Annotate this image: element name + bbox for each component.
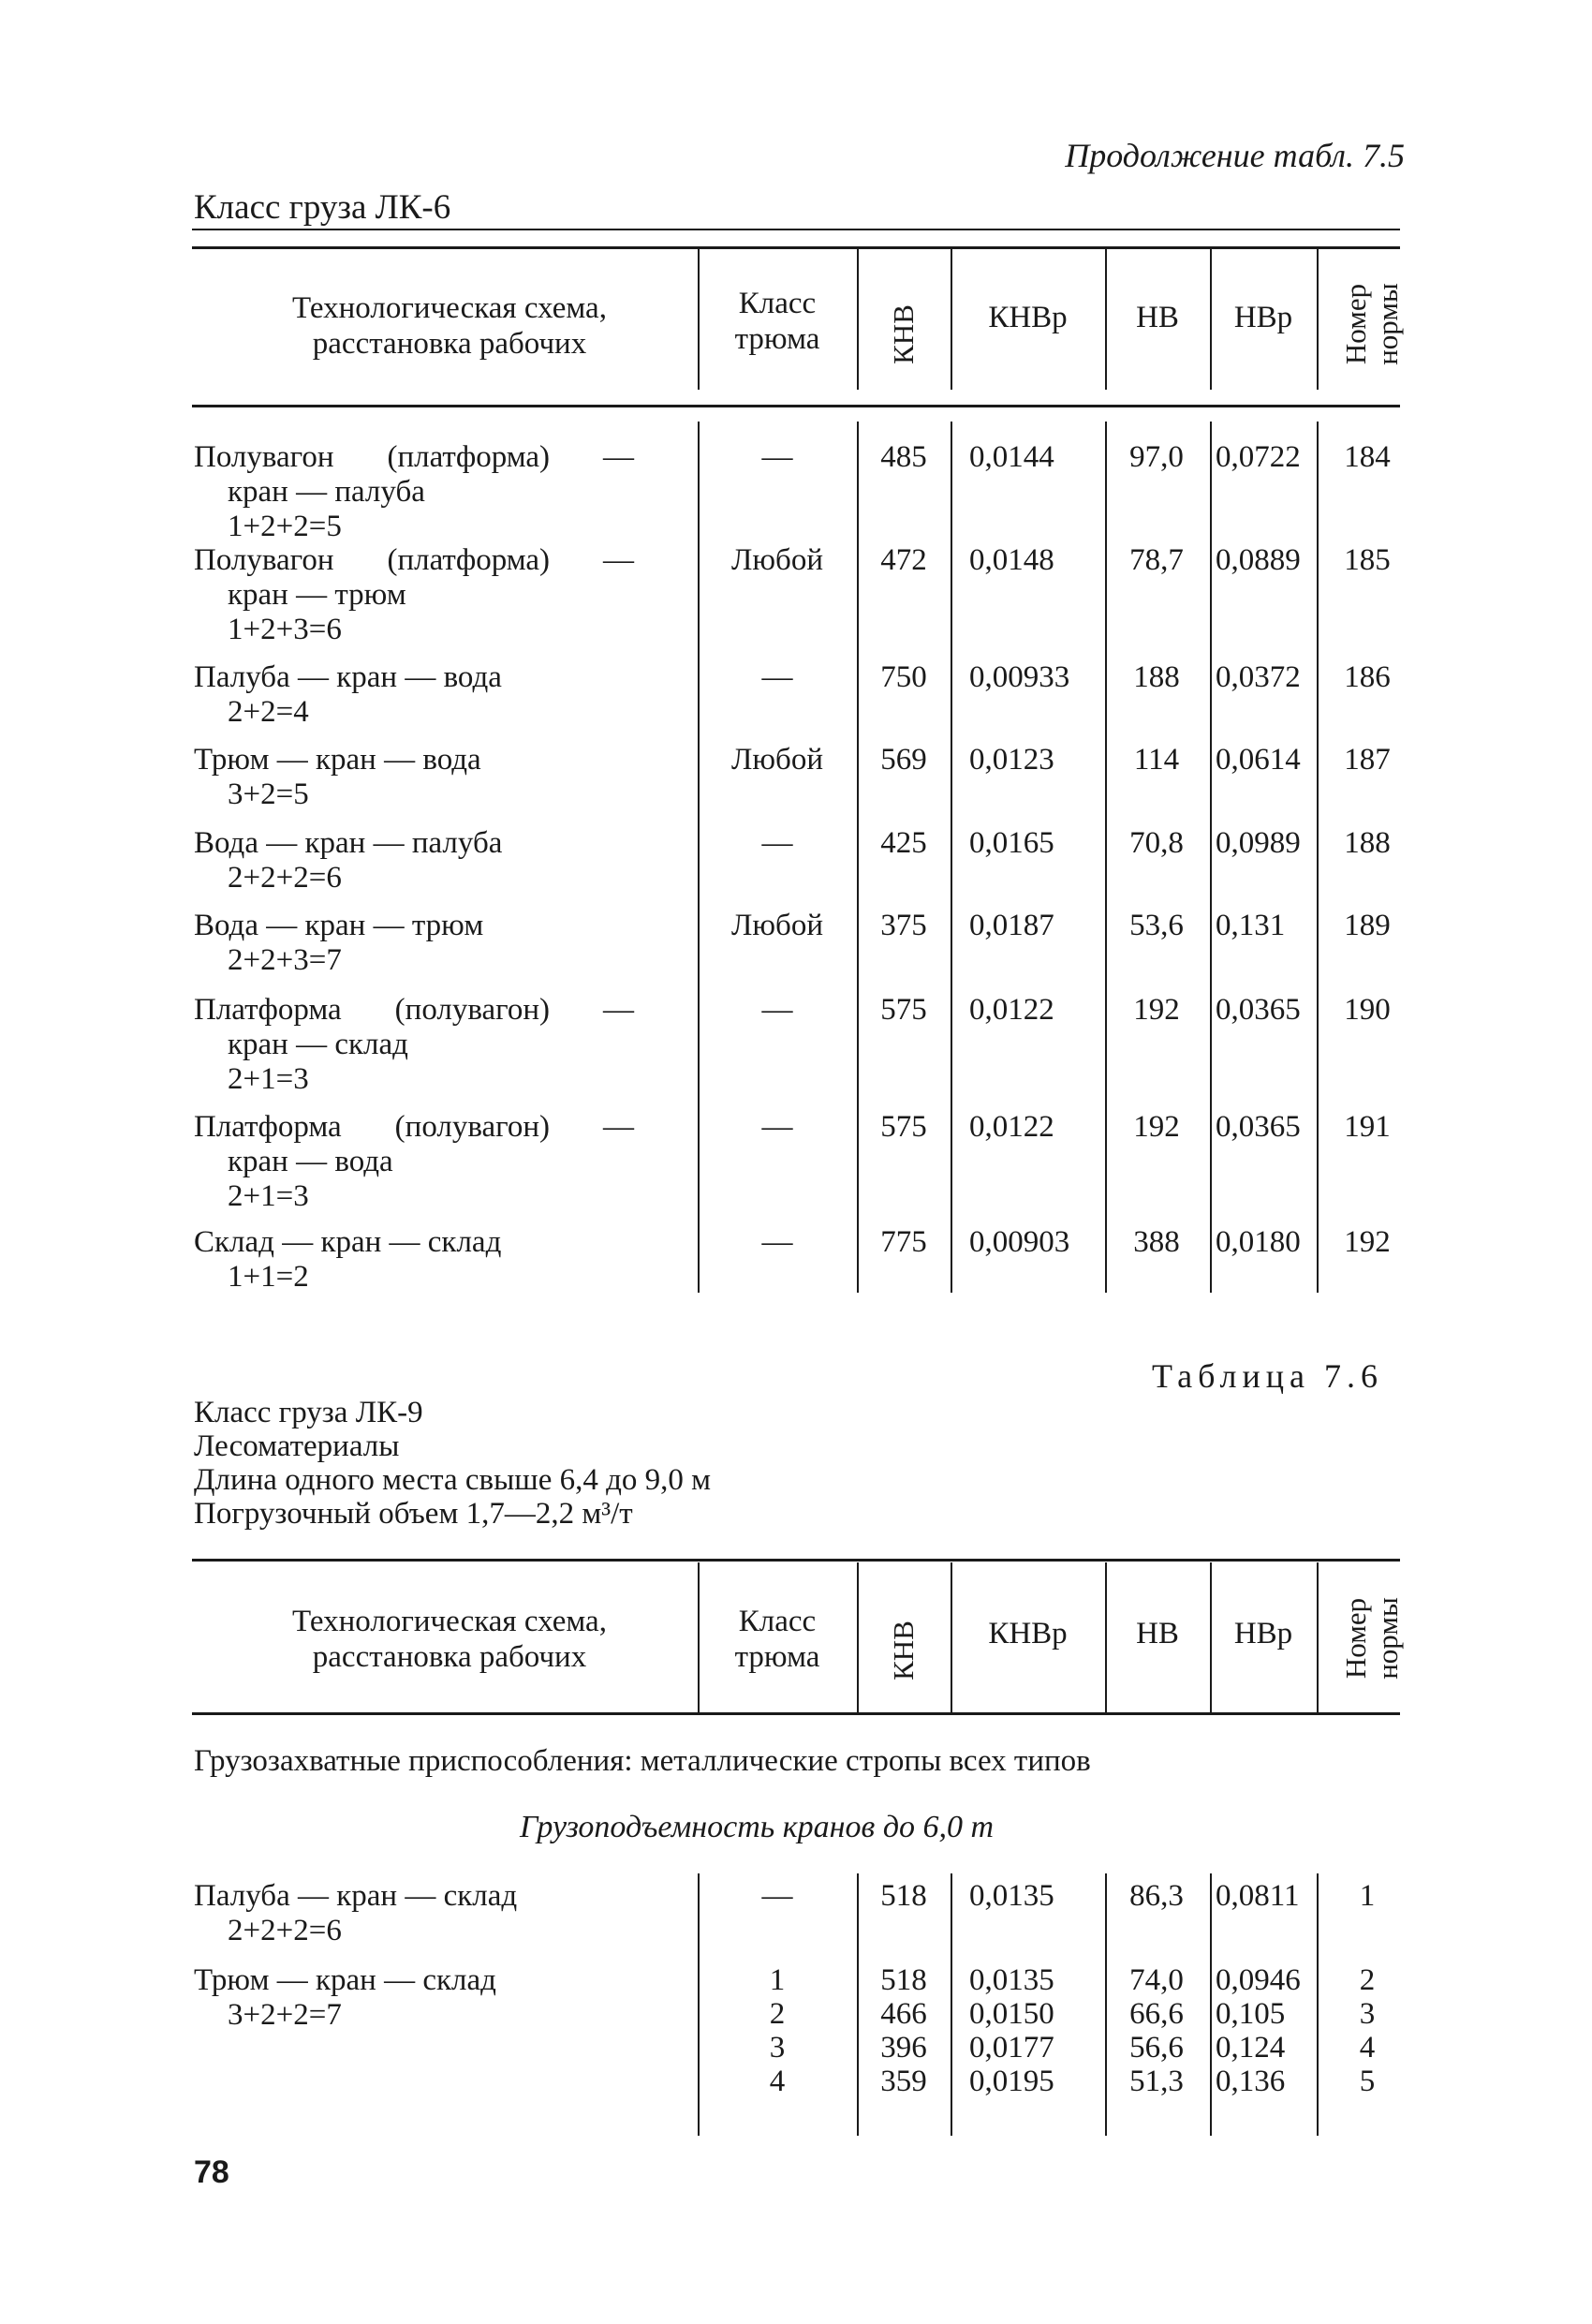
cell-knv: 569 bbox=[880, 743, 927, 777]
cell-nvr: 0,0889 bbox=[1216, 543, 1301, 577]
cell-knv: 575 bbox=[880, 1110, 927, 1144]
header-nvr: НВр bbox=[1233, 301, 1293, 334]
header-knv: КНВ bbox=[887, 304, 920, 364]
crane-capacity-subheading: Грузоподъемность кранов до 6,0 т bbox=[520, 1810, 995, 1844]
cell-hold-class: — bbox=[761, 660, 793, 694]
cell-knv: 775 bbox=[880, 1225, 927, 1259]
cell-nvr: 0,0989 bbox=[1216, 826, 1301, 860]
cell-knv: 750 bbox=[880, 660, 927, 694]
cell-norm-number: 184 bbox=[1344, 440, 1391, 474]
cell-nvr: 0,0180 bbox=[1216, 1225, 1301, 1259]
cell-knv: 485 bbox=[880, 440, 927, 474]
cell-nv: 114 bbox=[1133, 743, 1180, 777]
cell-nv-list: 74,0 66,6 56,6 51,3 bbox=[1129, 1963, 1184, 2098]
cell-nv: 70,8 bbox=[1129, 826, 1184, 860]
cell-knvr: 0,0187 bbox=[969, 909, 1054, 942]
cell-knv: 375 bbox=[880, 909, 927, 942]
header-hold-class: Класс трюма bbox=[734, 287, 820, 356]
header-nv: НВ bbox=[1136, 301, 1179, 334]
cell-hold-class-list: 1 2 3 4 bbox=[769, 1963, 786, 2098]
cell-hold-class: — bbox=[761, 826, 793, 860]
row-scheme: Вода — кран — палуба 2+2+2=6 bbox=[194, 826, 503, 895]
cell-norm-number: 192 bbox=[1344, 1225, 1391, 1259]
lifting-gear-note: Грузозахватные приспособления: металлические стропы всех типов bbox=[194, 1744, 1091, 1778]
cell-knv: 472 bbox=[880, 543, 927, 577]
cell-nvr: 0,0365 bbox=[1216, 1110, 1301, 1144]
cell-knvr: 0,00933 bbox=[969, 660, 1070, 694]
cell-nv: 192 bbox=[1133, 993, 1180, 1027]
cell-knvr: 0,0144 bbox=[969, 440, 1054, 474]
cell-knvr: 0,0122 bbox=[969, 993, 1054, 1027]
page-number: 78 bbox=[194, 2154, 229, 2190]
continuation-caption: Продолжение табл. 7.5 bbox=[1065, 137, 1405, 174]
t76-header-scheme: Технологическая схема, расстановка рабочих bbox=[292, 1605, 607, 1674]
cell-norm-number-list: 2 3 4 5 bbox=[1359, 1963, 1376, 2098]
cell-nvr: 0,0811 bbox=[1216, 1879, 1300, 1913]
header-knvr: КНВр bbox=[988, 301, 1068, 334]
cell-nvr: 0,0614 bbox=[1216, 743, 1301, 777]
cell-knvr: 0,0135 bbox=[969, 1879, 1054, 1913]
cell-nv: 192 bbox=[1133, 1110, 1180, 1144]
cell-hold-class: — bbox=[761, 1225, 793, 1259]
row-scheme: Трюм — кран — склад 3+2+2=7 bbox=[194, 1963, 496, 2032]
cell-nv: 78,7 bbox=[1129, 543, 1184, 577]
cell-nvr: 0,0372 bbox=[1216, 660, 1301, 694]
cell-nv: 388 bbox=[1133, 1225, 1180, 1259]
cell-nvr: 0,131 bbox=[1216, 909, 1286, 942]
cell-norm-number: 189 bbox=[1344, 909, 1391, 942]
cell-nv: 53,6 bbox=[1129, 909, 1184, 942]
cell-knv-list: 518 466 396 359 bbox=[880, 1963, 927, 2098]
cell-norm-number: 187 bbox=[1344, 743, 1391, 777]
cargo-material: Лесоматериалы bbox=[194, 1429, 400, 1463]
row-scheme: Платформа (полувагон) — кран — вода 2+1=3 bbox=[194, 1110, 634, 1213]
cell-nvr: 0,0722 bbox=[1216, 440, 1301, 474]
t76-header-knvr: КНВр bbox=[988, 1617, 1068, 1650]
cargo-volume: Погрузочный объем 1,7—2,2 м³/т bbox=[194, 1497, 633, 1531]
cell-norm-number: 186 bbox=[1344, 660, 1391, 694]
cell-knvr: 0,0122 bbox=[969, 1110, 1054, 1144]
cell-hold-class: — bbox=[761, 1110, 793, 1144]
cell-nvr-list: 0,0946 0,105 0,124 0,136 bbox=[1216, 1963, 1301, 2098]
row-scheme: Платформа (полувагон) — кран — склад 2+1=3 bbox=[194, 993, 634, 1096]
t76-header-norm-number: Номер нормы bbox=[1339, 1597, 1404, 1680]
cargo-class-lk6: Класс груза ЛК-6 bbox=[194, 188, 451, 227]
cell-hold-class: Любой bbox=[731, 909, 823, 942]
cell-knvr: 0,0165 bbox=[969, 826, 1054, 860]
t76-header-nv: НВ bbox=[1136, 1617, 1179, 1650]
cell-nvr: 0,0365 bbox=[1216, 993, 1301, 1027]
row-scheme: Склад — кран — склад 1+1=2 bbox=[194, 1225, 502, 1294]
cell-nv: 86,3 bbox=[1129, 1879, 1184, 1913]
cell-hold-class: Любой bbox=[731, 543, 823, 577]
header-scheme: Технологическая схема, расстановка рабочих bbox=[292, 291, 607, 361]
header-norm-number: Номер нормы bbox=[1339, 283, 1404, 365]
cell-knv: 518 bbox=[880, 1879, 927, 1913]
row-scheme: Палуба — кран — склад 2+2+2=6 bbox=[194, 1879, 518, 1947]
table76-cargo-info bbox=[194, 1396, 711, 1531]
cell-knv: 425 bbox=[880, 826, 927, 860]
cell-hold-class: — bbox=[761, 440, 793, 474]
t76-header-hold-class: Класс трюма bbox=[734, 1605, 820, 1674]
cell-hold-class: — bbox=[761, 993, 793, 1027]
cell-hold-class: — bbox=[761, 1879, 793, 1913]
cell-norm-number: 191 bbox=[1344, 1110, 1391, 1144]
cell-knvr-list: 0,0135 0,0150 0,0177 0,0195 bbox=[969, 1963, 1054, 2098]
cell-knv: 575 bbox=[880, 993, 927, 1027]
cell-knvr: 0,00903 bbox=[969, 1225, 1070, 1259]
cargo-length: Длина одного места свыше 6,4 до 9,0 м bbox=[194, 1463, 712, 1497]
cell-knvr: 0,0123 bbox=[969, 743, 1054, 777]
cell-hold-class: Любой bbox=[731, 743, 823, 777]
t76-header-knv: КНВ bbox=[887, 1621, 920, 1680]
t76-header-nvr: НВр bbox=[1233, 1617, 1293, 1650]
table76-title: Таблица 7.6 bbox=[1152, 1357, 1383, 1395]
row-scheme: Палуба — кран — вода 2+2=4 bbox=[194, 660, 502, 729]
cell-knvr: 0,0148 bbox=[969, 543, 1054, 577]
cell-norm-number: 190 bbox=[1344, 993, 1391, 1027]
cell-norm-number: 185 bbox=[1344, 543, 1391, 577]
cargo-class-lk9: Класс груза ЛК-9 bbox=[194, 1396, 423, 1429]
cell-nv: 188 bbox=[1133, 660, 1180, 694]
row-scheme: Полувагон (платформа) — кран — палуба 1+2+2=5 bbox=[194, 440, 634, 543]
cell-norm-number: 188 bbox=[1344, 826, 1391, 860]
cell-nv: 97,0 bbox=[1129, 440, 1184, 474]
cell-norm-number: 1 bbox=[1359, 1879, 1376, 1913]
row-scheme: Полувагон (платформа) — кран — трюм 1+2+3=6 bbox=[194, 543, 634, 646]
row-scheme: Трюм — кран — вода 3+2=5 bbox=[194, 743, 481, 811]
row-scheme: Вода — кран — трюм 2+2+3=7 bbox=[194, 909, 484, 977]
